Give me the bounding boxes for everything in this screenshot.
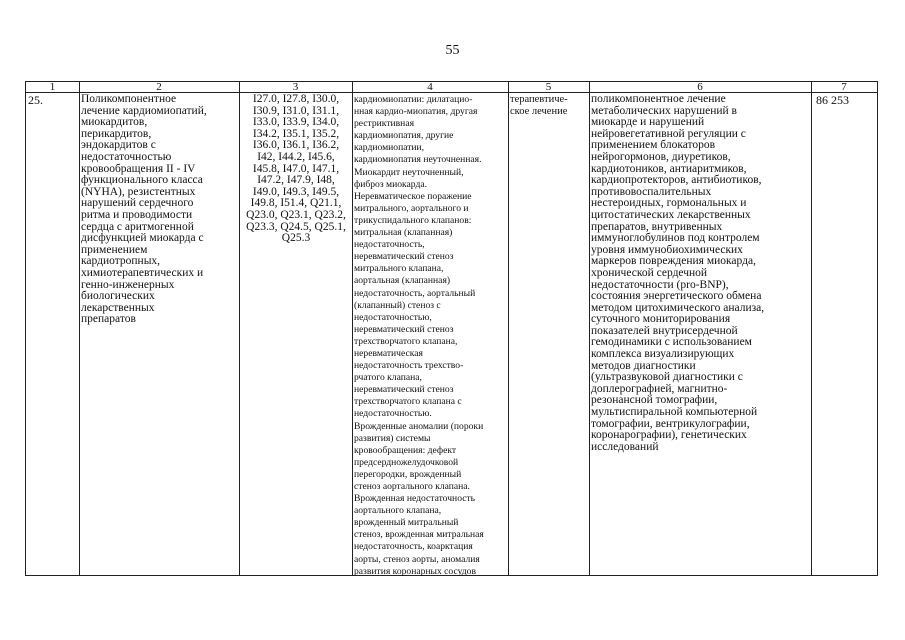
text-line: аортальная (клапанная) <box>354 275 451 287</box>
text-line: перикардитов, <box>81 127 152 140</box>
text-line: стеноз, врожденная митральная <box>354 529 484 541</box>
text-line: I36.0, I36.1, I36.2, <box>252 139 340 152</box>
text-line: терапевтиче- <box>510 94 568 105</box>
text-line: (клапанный) стеноз с <box>354 299 441 311</box>
column-header-6: 6 <box>697 81 703 93</box>
text-line: маркеров повреждения миокарда, <box>591 255 756 268</box>
text-line: недостаточность трехство- <box>354 360 464 372</box>
icd-codes <box>240 94 352 245</box>
text-line: недостаточность, коарктация <box>354 541 473 553</box>
text-line: I45.8, I47.0, I47.1, <box>252 162 340 175</box>
column-header-7: 7 <box>841 81 847 93</box>
text-line: кардиомиопатии, <box>354 142 425 154</box>
column-divider <box>589 82 590 575</box>
column-header-4: 4 <box>427 81 433 93</box>
column-header-1: 1 <box>49 81 56 93</box>
text-line: химиотерапевтических и <box>81 266 204 279</box>
text-line: неревматический стеноз <box>354 384 454 396</box>
text-line: Врожденные аномалии (пороки <box>354 420 484 432</box>
text-line: методом цитохимического анализа, <box>591 301 765 314</box>
text-line: I42, I44.2, I45.6, <box>257 150 335 163</box>
text-line: миокардитов, <box>81 116 148 129</box>
text-line: кардиотоников, антиаритмиков, <box>591 162 747 175</box>
column-divider <box>352 82 353 575</box>
text-line: резонансной томографии, <box>591 394 718 407</box>
text-line: хронической сердечной <box>591 266 708 279</box>
text-line: показателей внутрисердечной <box>591 324 738 337</box>
text-line: препаратов <box>81 313 136 326</box>
text-line: (NYHA), резистентных <box>81 185 196 198</box>
row-number: 25. <box>28 93 43 107</box>
text-line: неревматический стеноз <box>354 251 454 263</box>
text-line: аортального клапана, <box>354 505 442 517</box>
treatment-type <box>510 94 590 117</box>
text-line: рестриктивная <box>354 118 414 130</box>
text-line: кардиомиопатии: дилатацио- <box>354 94 473 105</box>
text-line: I33.0, I33.9, I34.0, <box>252 116 340 129</box>
text-line: дисфункцией миокарда с <box>81 232 204 245</box>
text-line: рчатого клапана, <box>354 372 422 384</box>
text-line: функционального класса <box>81 174 203 187</box>
text-line: аорты, стеноз аорты, аномалия <box>354 553 480 565</box>
text-line: противовоспалительных <box>591 185 712 198</box>
medical-care-table <box>25 81 878 576</box>
text-line: митрального клапана, <box>354 263 444 275</box>
column-header-5: 5 <box>545 81 552 93</box>
text-line: препаратов, внутривенных <box>591 220 723 233</box>
text-line: эндокардитов с <box>81 139 156 152</box>
text-line: Врожденная недостаточность <box>354 493 476 505</box>
text-line: трехстворчатого клапана, <box>354 335 458 347</box>
text-line: лечение кардиомиопатий, <box>81 104 207 117</box>
text-line: Поликомпонентное <box>81 93 177 105</box>
column-divider <box>811 82 812 575</box>
text-line: I34.2, I35.1, I35.2, <box>252 127 340 140</box>
text-line: кровообращения: дефект <box>354 444 457 456</box>
text-line: Q23.3, Q24.5, Q25.1, <box>246 220 346 233</box>
column-divider <box>79 82 80 575</box>
text-line: поликомпонентное лечение <box>591 93 726 105</box>
text-line: кардиопротекторов, антибиотиков, <box>591 174 762 187</box>
text-line: цитостатических лекарственных <box>591 208 751 221</box>
text-line: суточного мониторирования <box>591 313 731 326</box>
text-line: предсердножелудочковой <box>354 456 459 468</box>
text-line: Неревматическое поражение <box>354 190 472 202</box>
text-line: недостаточностью, <box>354 311 432 323</box>
text-line: I49.8, I51.4, Q21.1, <box>250 197 342 210</box>
text-line: (ультразвуковой диагностики с <box>591 371 743 384</box>
text-line: трехстворчатого клапана с <box>354 396 462 408</box>
text-line: методов диагностики <box>591 359 696 372</box>
text-line: недостаточности (pro-BNP), <box>591 278 729 291</box>
text-line: I27.0, I27.8, I30.0, <box>252 93 340 105</box>
text-line: гемодинамики с использованием <box>591 336 752 349</box>
text-line: ритма и проводимости <box>81 208 193 221</box>
text-line: неревматический стеноз <box>354 323 454 335</box>
text-line: нная кардио-миопатия, другая <box>354 106 478 118</box>
text-line: недостаточностью <box>81 150 172 163</box>
text-line: ское лечение <box>510 105 568 117</box>
treatment-method <box>591 94 809 453</box>
text-line: генно-инженерных <box>81 278 175 291</box>
text-line: доплерографией, магнитно- <box>591 382 728 395</box>
text-line: I47.2, I47.9, I48, <box>257 174 335 187</box>
standard-cost: 86 253 <box>816 93 849 107</box>
text-line: митральная (клапанная) <box>354 227 453 239</box>
text-line: недостаточностью. <box>354 408 432 420</box>
text-line: фиброз миокарда. <box>354 178 427 190</box>
text-line: нестероидных, гормональных и <box>591 197 747 210</box>
text-line: метаболических нарушений в <box>591 104 737 117</box>
text-line: Q25.3 <box>281 232 311 245</box>
text-line: развития коронарных сосудов <box>354 565 477 577</box>
text-line: иммуноглобулинов под контролем <box>591 232 760 245</box>
text-line: применением блокаторов <box>591 139 716 152</box>
text-line: биологических <box>81 290 155 303</box>
column-header-3: 3 <box>292 81 299 93</box>
text-line: Миокардит неуточненный, <box>354 166 464 178</box>
text-line: недостаточность, аортальный <box>354 287 476 299</box>
text-line: кардиомиопатия неуточненная. <box>354 154 482 166</box>
text-line: нейровегетативной регуляции с <box>591 127 746 140</box>
text-line: нарушений сердечного <box>81 197 194 210</box>
procedure-name <box>81 94 251 326</box>
patient-model <box>354 94 510 578</box>
text-line: состояния энергетического обмена <box>591 290 762 303</box>
text-line: кардиотропных, <box>81 255 161 268</box>
text-line: Q23.0, Q23.1, Q23.2, <box>246 208 346 221</box>
text-line: развития) системы <box>354 432 431 444</box>
text-line: I30.9, I31.0, I31.1, <box>252 104 340 117</box>
text-line: миокарде и нарушений <box>591 116 705 129</box>
text-line: стеноз аортального клапана. <box>354 481 470 492</box>
text-line: перегородки, врожденный <box>354 468 462 480</box>
text-line: лекарственных <box>81 301 155 314</box>
text-line: I49.0, I49.3, I49.5, <box>252 185 340 198</box>
text-line: комплекса визуализирующих <box>591 348 735 361</box>
text-line: томографии, вентрикулографии, <box>591 417 750 430</box>
text-line: коронарографии), генетических <box>591 429 747 442</box>
page-number: 55 <box>445 43 460 58</box>
text-line: недостаточность, <box>354 239 425 251</box>
text-line: мультиспиральной компьютерной <box>591 406 758 419</box>
text-line: кардиомиопатия, другие <box>354 130 454 142</box>
text-line: митрального, аортального и <box>354 202 469 214</box>
text-line: кровообращения II - IV <box>81 162 196 175</box>
text-line: уровня иммунобиохимических <box>591 243 743 256</box>
text-line: нейрогормонов, диуретиков, <box>591 150 731 163</box>
text-line: врожденный митральный <box>354 517 459 529</box>
text-line: неревматическая <box>354 347 423 359</box>
text-line: применением <box>81 243 148 256</box>
text-line: исследований <box>591 440 659 453</box>
column-header-2: 2 <box>156 81 162 93</box>
text-line: сердца с аритмогенной <box>81 220 194 233</box>
text-line: трикуспидального клапанов: <box>354 214 472 226</box>
